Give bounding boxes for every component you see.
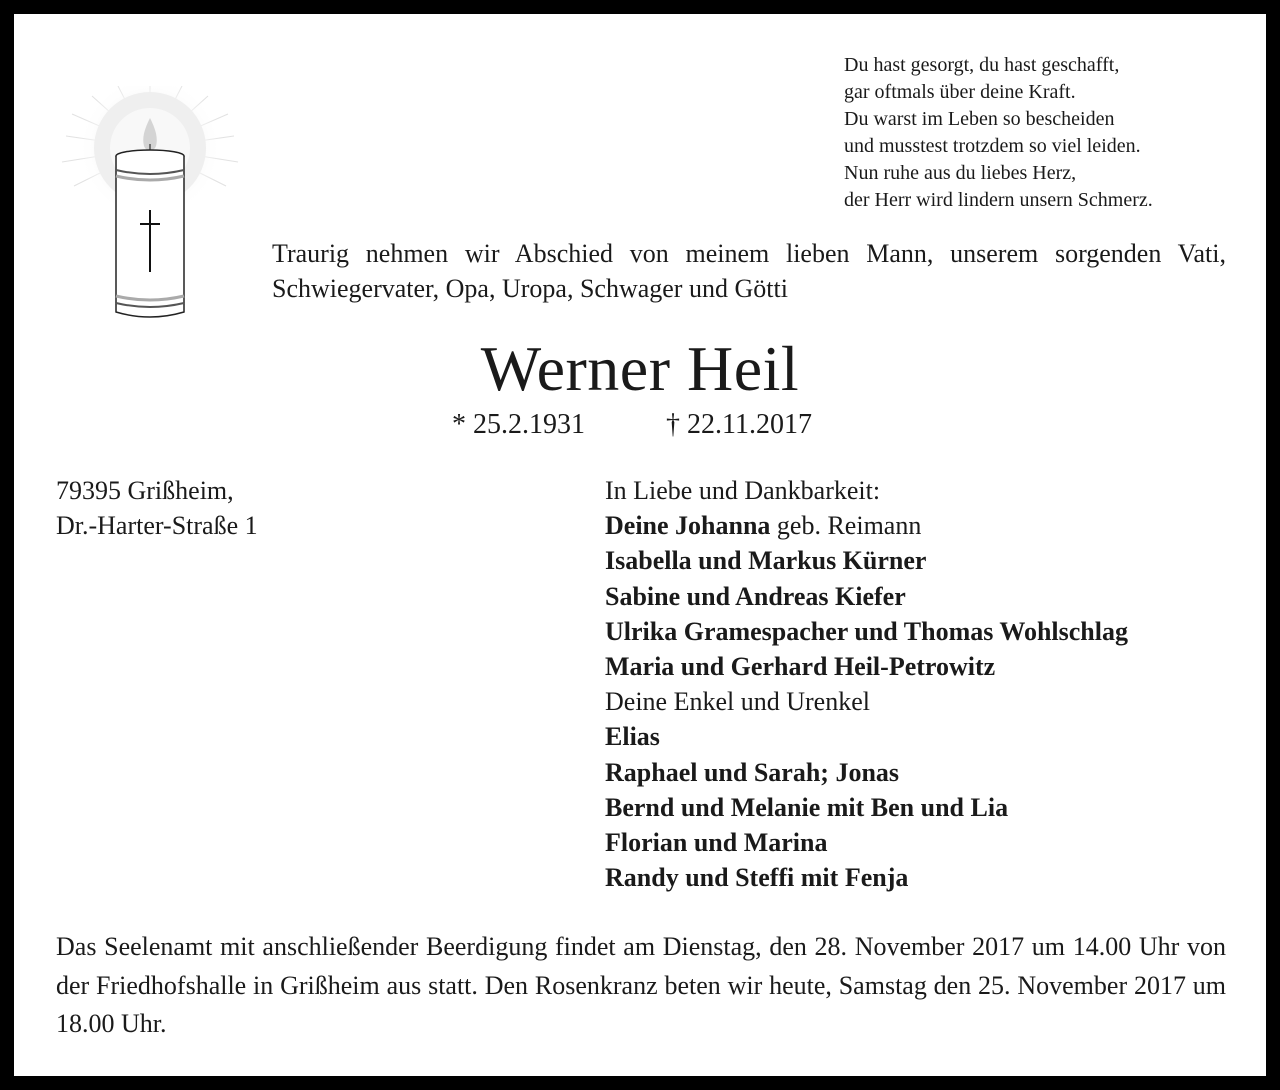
mourner-entry: Ulrika Gramespacher und Thomas Wohlschlag (605, 616, 1128, 646)
mourner-entry: Maria und Gerhard Heil-Petrowitz (605, 652, 996, 682)
obituary-notice (14, 14, 1266, 1076)
death-date: † 22.11.2017 (666, 409, 812, 440)
mourner-entry: Sabine und Andreas Kiefer (605, 581, 906, 611)
intro-text: Traurig nehmen wir Abschied von meinem lieben Mann, unserem sorgenden Vati, Schwiegervater, Opa, Uropa, Schwager und Götti (272, 239, 1226, 303)
poem-line: Du hast gesorgt, du hast geschafft, (844, 54, 1120, 76)
poem-line: Du warst im Leben so bescheiden (844, 108, 1115, 130)
mourner-entry: Raphael und Sarah; Jonas (605, 757, 900, 787)
poem-line: der Herr wird lindern unsern Schmerz. (844, 189, 1153, 211)
mourner-entry: Bernd und Melanie mit Ben und Lia (605, 792, 1009, 822)
funeral-details: Das Seelenamt mit anschließender Beerdigung findet am Dienstag, den 28. November 2017 um 14.00 Uhr von der Friedhofshalle in Grißheim aus statt. Den Rosenkranz beten wir heute, Samstag den 25. November 2017 um 18.00 Uhr. (56, 932, 1226, 1038)
mourner-entry: Isabella und Markus Kürner (605, 546, 927, 576)
mourner-entry: Elias (605, 722, 660, 752)
wife-maiden-name: geb. Reimann (770, 511, 922, 541)
mourner-entry: Florian und Marina (605, 828, 828, 858)
mourner-wife (605, 508, 1245, 543)
poem-line: Nun ruhe aus du liebes Herz, (844, 162, 1077, 184)
birth-date: * 25.2.1931 (452, 409, 585, 440)
mourners-list (605, 473, 1245, 895)
address-line: Dr.-Harter-Straße 1 (56, 511, 258, 540)
candle-icon (52, 86, 252, 326)
poem-line: gar oftmals über deine Kraft. (844, 81, 1076, 103)
poem (844, 52, 1244, 214)
address (56, 473, 258, 543)
grandchildren-heading: Deine Enkel und Urenkel (605, 687, 870, 717)
poem-line: und musstest trotzdem so viel leiden. (844, 135, 1141, 157)
deceased-name: Werner Heil (480, 333, 800, 404)
wife-name: Deine Johanna (605, 511, 771, 541)
address-line: 79395 Grißheim, (56, 476, 234, 505)
mourner-entry: Randy und Steffi mit Fenja (605, 863, 909, 893)
mourners-heading: In Liebe und Dankbarkeit: (605, 476, 881, 505)
